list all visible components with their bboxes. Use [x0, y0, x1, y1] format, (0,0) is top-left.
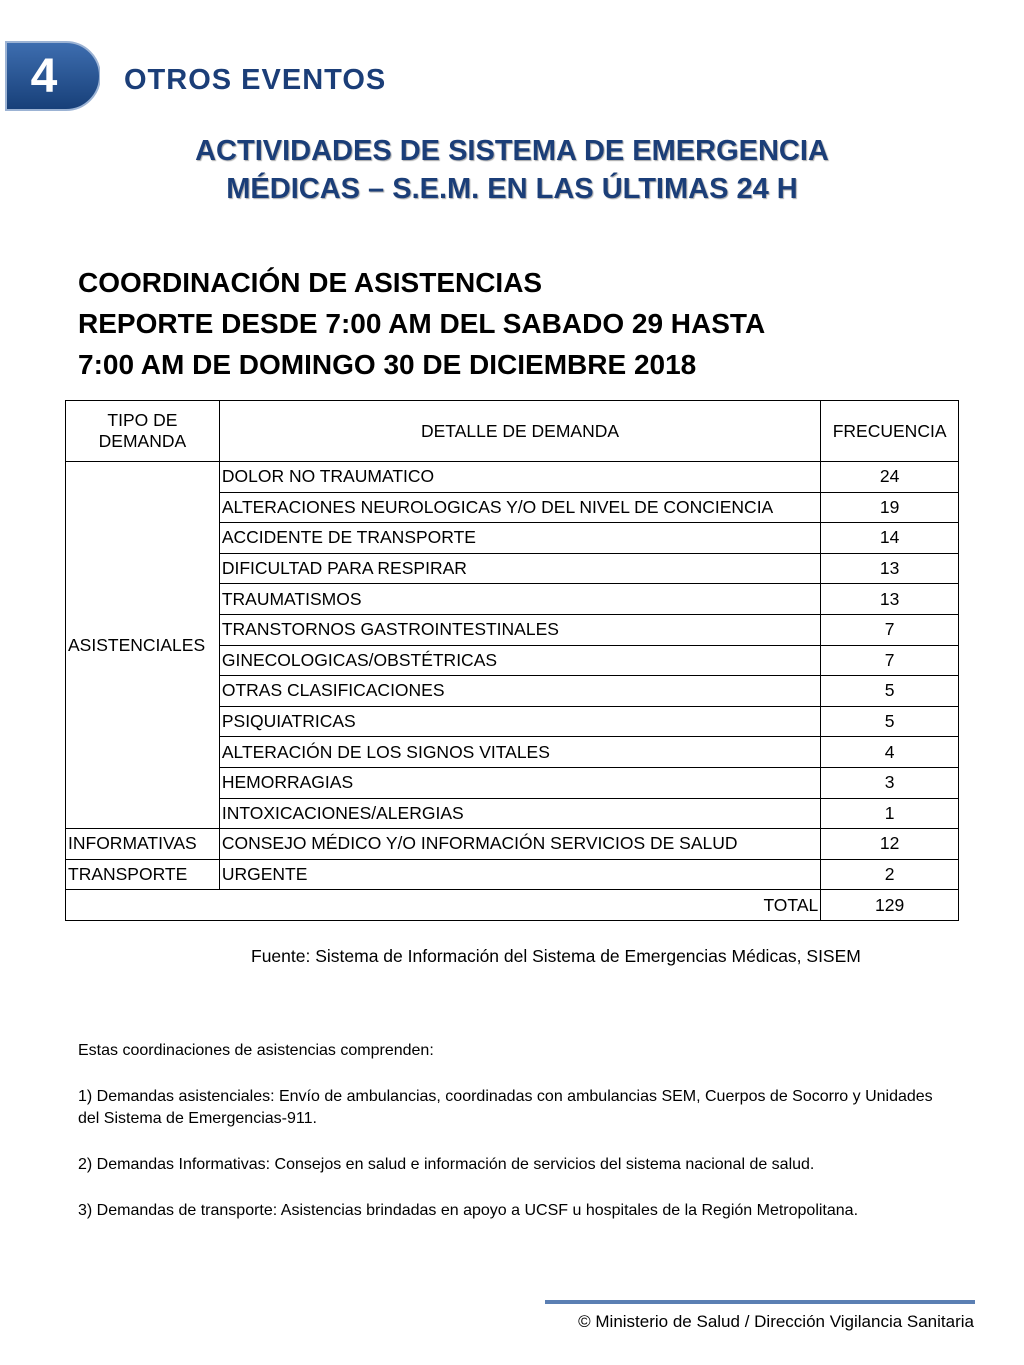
detail-cell: INTOXICACIONES/ALERGIAS — [219, 798, 820, 829]
table-row — [66, 859, 959, 890]
frequency-cell: 5 — [821, 676, 959, 707]
section-number-badge — [4, 40, 100, 112]
detail-cell: ALTERACIONES NEUROLOGICAS Y/O DEL NIVEL DE CONCIENCIA — [219, 492, 820, 523]
frequency-cell: 13 — [821, 553, 959, 584]
page-title — [0, 132, 1024, 208]
table-row — [66, 462, 959, 493]
detail-cell: GINECOLOGICAS/OBSTÉTRICAS — [219, 645, 820, 676]
subtitle-line-1: COORDINACIÓN DE ASISTENCIAS — [78, 267, 543, 298]
table-header-row — [66, 401, 959, 462]
table-row — [66, 829, 959, 860]
subtitle-line-2: REPORTE DESDE 7:00 AM DEL SABADO 29 HASTA — [78, 308, 766, 339]
footer-text: © Ministerio de Salud / Dirección Vigilancia Sanitaria — [578, 1312, 974, 1331]
detail-cell: PSIQUIATRICAS — [219, 706, 820, 737]
detail-cell: ALTERACIÓN DE LOS SIGNOS VITALES — [219, 737, 820, 768]
section-title: OTROS EVENTOS — [124, 64, 387, 96]
detail-cell: URGENTE — [219, 859, 820, 890]
notes-item-3: 3) Demandas de transporte: Asistencias brindadas en apoyo a UCSF u hospitales de la Región Metropolitana. — [78, 1202, 859, 1219]
frequency-cell: 2 — [821, 859, 959, 890]
total-label: TOTAL — [66, 890, 821, 921]
detail-cell: HEMORRAGIAS — [219, 767, 820, 798]
section-badge-shape — [4, 40, 100, 112]
header-type: TIPO DE DEMANDA — [66, 401, 220, 462]
page-title-line-2: MÉDICAS – S.E.M. EN LAS ÚLTIMAS 24 H — [226, 173, 798, 205]
page-title-line-1: ACTIVIDADES DE SISTEMA DE EMERGENCIA — [195, 135, 829, 167]
notes-item-1: 1) Demandas asistenciales: Envío de ambulancias, coordinadas con ambulancias SEM, Cuerpos de Socorro y Unidades del Sistema de Emergencias-911. — [78, 1088, 933, 1127]
footer-divider — [545, 1300, 975, 1304]
frequency-cell: 13 — [821, 584, 959, 615]
subtitle-line-3: 7:00 AM DE DOMINGO 30 DE DICIEMBRE 2018 — [78, 349, 697, 380]
detail-cell: OTRAS CLASIFICACIONES — [219, 676, 820, 707]
frequency-cell: 19 — [821, 492, 959, 523]
frequency-cell: 24 — [821, 462, 959, 493]
type-asistenciales: ASISTENCIALES — [66, 462, 220, 829]
notes-item-2: 2) Demandas Informativas: Consejos en salud e información de servicios del sistema nacional de salud. — [78, 1156, 815, 1173]
frequency-cell: 4 — [821, 737, 959, 768]
type-informativas: INFORMATIVAS — [66, 829, 220, 860]
frequency-cell: 7 — [821, 645, 959, 676]
section-number: 4 — [30, 50, 58, 103]
detail-cell: DIFICULTAD PARA RESPIRAR — [219, 553, 820, 584]
total-row — [66, 890, 959, 921]
frequency-cell: 14 — [821, 523, 959, 554]
frequency-cell: 3 — [821, 767, 959, 798]
detail-cell: TRAUMATISMOS — [219, 584, 820, 615]
frequency-cell: 12 — [821, 829, 959, 860]
total-value: 129 — [821, 890, 959, 921]
frequency-cell: 5 — [821, 706, 959, 737]
frequency-cell: 7 — [821, 614, 959, 645]
detail-cell: TRANSTORNOS GASTROINTESTINALES — [219, 614, 820, 645]
type-transporte: TRANSPORTE — [66, 859, 220, 890]
table-body — [66, 462, 959, 921]
demand-table — [65, 400, 959, 921]
detail-cell: CONSEJO MÉDICO Y/O INFORMACIÓN SERVICIOS DE SALUD — [219, 829, 820, 860]
header-frequency: FRECUENCIA — [821, 401, 959, 462]
header-detail: DETALLE DE DEMANDA — [219, 401, 820, 462]
notes — [78, 1040, 938, 1246]
report-subtitle — [78, 262, 765, 385]
notes-intro: Estas coordinaciones de asistencias comprenden: — [78, 1042, 434, 1059]
source-note: Fuente: Sistema de Información del Sistema de Emergencias Médicas, SISEM — [251, 946, 861, 966]
frequency-cell: 1 — [821, 798, 959, 829]
detail-cell: ACCIDENTE DE TRANSPORTE — [219, 523, 820, 554]
detail-cell: DOLOR NO TRAUMATICO — [219, 462, 820, 493]
